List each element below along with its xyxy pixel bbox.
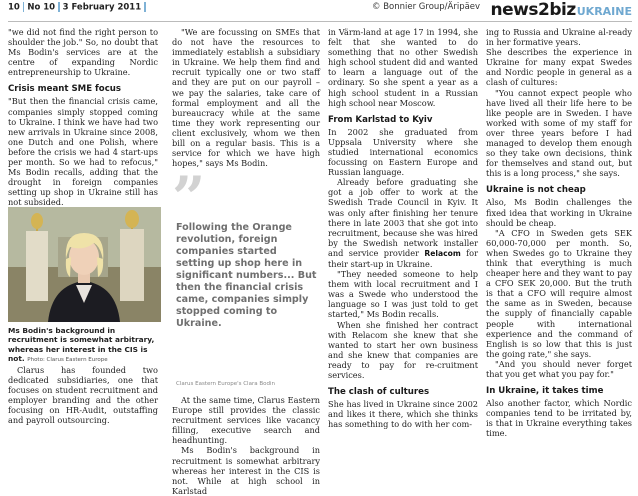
paragraph: "But then the financial crisis came, companies simply stopped coming to Ukraine. I think we have had two new arrivals in Ukraine since 2008, one Dutch and one Polish, where before the crisis we had 4 start-ups per month. So we had to refocus," Ms Bodin recalls, adding that the drought in foreign companies setting up shop in Ukraine still has not subsided.	[8, 96, 158, 208]
subheading: Ukraine is not cheap	[486, 185, 586, 196]
brand-main: news2biz	[490, 0, 576, 20]
paragraph: "we did not find the right person to shoulder the job." So, no doubt that Ms Bodin's services are at the centre of expanding Nordic entrepreneurship to Ukraine.	[8, 27, 158, 78]
page-header-left	[8, 2, 149, 13]
paragraph-text: Already before graduating she got a job offer to work at the Swedish Trade Council in Kyiv. It was only after finishing her tenure there in late 2003 that she got into recruitment, because she was hired by the Swedish network installer and service provider	[328, 177, 478, 258]
subheading: Crisis meant SME focus	[8, 84, 122, 95]
paragraph: "We are focussing on SMEs that do not have the resources to immediately establish a subsidiary in Ukraine. We help them find and recruit typically one or two staff and they are put on our payroll – we pay the salaries, take care of formal employment and all the bureaucracy while at the same time they work representing our client exclusively, whom we then bill on a regular basis. This is a service for which we have high hopes," says Ms Bodin.	[172, 27, 320, 169]
brand-logo	[491, 0, 632, 20]
paragraph	[328, 177, 478, 269]
portrait-photo	[8, 207, 161, 322]
photo-caption	[8, 326, 160, 366]
photo-credit: Photo: Clarus Eastern Europe	[27, 357, 108, 364]
separator	[58, 2, 60, 12]
paragraph: "You cannot expect people who have lived all their life here to be like people are in Sweden. I have worked with some of my staff for over three years before I had managed to develop them enough so they take own decisions, think for themselves and stand out, but this is a long process," she says.	[486, 87, 632, 179]
paragraph: ing to Russia and Ukraine al-ready in her formative years.	[486, 27, 632, 48]
pull-quote: Following the Orange revolution, foreign companies started setting up shop here in significant numbers... But then the financial crisis came, companies simply stopped coming to Ukraine.	[176, 222, 317, 329]
paragraph: Ms Bodin's background in recruitment is somewhat arbitrary whereas her interest in the CIS is not. While at high school in Karlstad	[172, 445, 320, 496]
paragraph: "And you should never forget that you get what you pay for."	[486, 358, 632, 379]
paragraph-text: for their start-up in Ukraine.	[328, 247, 478, 269]
paragraph: At the same time, Clarus Eastern Europe still provides the classic recruitment services like vacancy filling, executive search and headhunting.	[172, 395, 320, 446]
page-number: 10	[8, 2, 20, 13]
column-3	[328, 27, 478, 429]
paragraph: She has lived in Ukraine since 2002 and likes it there, which she thinks has something to do with her com-	[328, 399, 478, 430]
paragraph: "A CFO in Sweden gets SEK 60,000-70,000 per month. So, when Swedes go to Ukraine they think that everything is much cheaper here and they want to pay a CFO SEK 20,000. But the truth is that a CFO will require almost the same as in Sweden, because the supply of financially capable people with international experience and the command of English is so low that this is just the going rate," she says.	[486, 227, 632, 359]
column-4	[486, 27, 632, 438]
paragraph: Clarus has founded two dedicated subsidiaries, one that focuses on student recruitment and employer branding and the other focusing on HR-Audit, outstaffing and payroll outsourcing.	[8, 365, 158, 426]
paragraph: She describes the experience in Ukraine for many expat Swedes and Nordic people in general as a clash of cultures:	[486, 47, 632, 88]
paragraph: Also another factor, which Nordic companies tend to be irritated by, is that in Ukraine everything takes time.	[486, 398, 632, 439]
separator	[23, 2, 25, 12]
paragraph: Also, Ms Bodin challenges the fixed idea that working in Ukraine should be cheap.	[486, 197, 632, 228]
paragraph: "They needed someone to help them with local recruitment and I was a Swede who understood the language so I was just told to get started," Ms Bodin recalls.	[328, 269, 478, 320]
brand-sub: UKRAINE	[576, 5, 632, 18]
paragraph: When she finished her contract with Relacom she knew that she wanted to start her own business and she knew that companies are ready to pay for re-cruitment services.	[328, 319, 478, 380]
issue-date: 3 February 2011	[62, 2, 142, 13]
subheading: In Ukraine, it takes time	[486, 386, 604, 397]
subheading: The clash of cultures	[328, 387, 430, 398]
photo-image	[8, 207, 161, 322]
quote-mark-icon: ”	[172, 164, 206, 232]
column-2-bottom	[172, 395, 320, 496]
column-1-bottom	[8, 365, 158, 426]
subheading: From Karlstad to Kyiv	[328, 114, 433, 125]
issue-number: No 10	[27, 2, 56, 13]
column-2	[172, 27, 320, 168]
column-1	[8, 27, 158, 208]
paragraph: in Värm-land at age 17 in 1994, she felt that she wanted to do something that no other Swedish high school student did and wanted to learn a language out of the ordinary. So she spent a year as a high school student in a Russian high school near Moscow.	[328, 27, 478, 108]
copyright: © Bonnier Group/Äripäev	[372, 2, 481, 12]
separator	[144, 2, 146, 12]
pull-quote-credit: Clarus Eastern Europe's Clara Bodin	[176, 381, 275, 387]
paragraph: In 2002 she graduated from Uppsala University where she studied international economics focussing on Eastern Europe and Russian language.	[328, 126, 478, 178]
header-rule	[8, 21, 632, 22]
caption-text: Ms Bodin's background in recruitment is somewhat arbitrary, whereas her interest in the CIS is not.	[8, 326, 155, 364]
company-name-relacom: Relacom	[424, 248, 461, 258]
